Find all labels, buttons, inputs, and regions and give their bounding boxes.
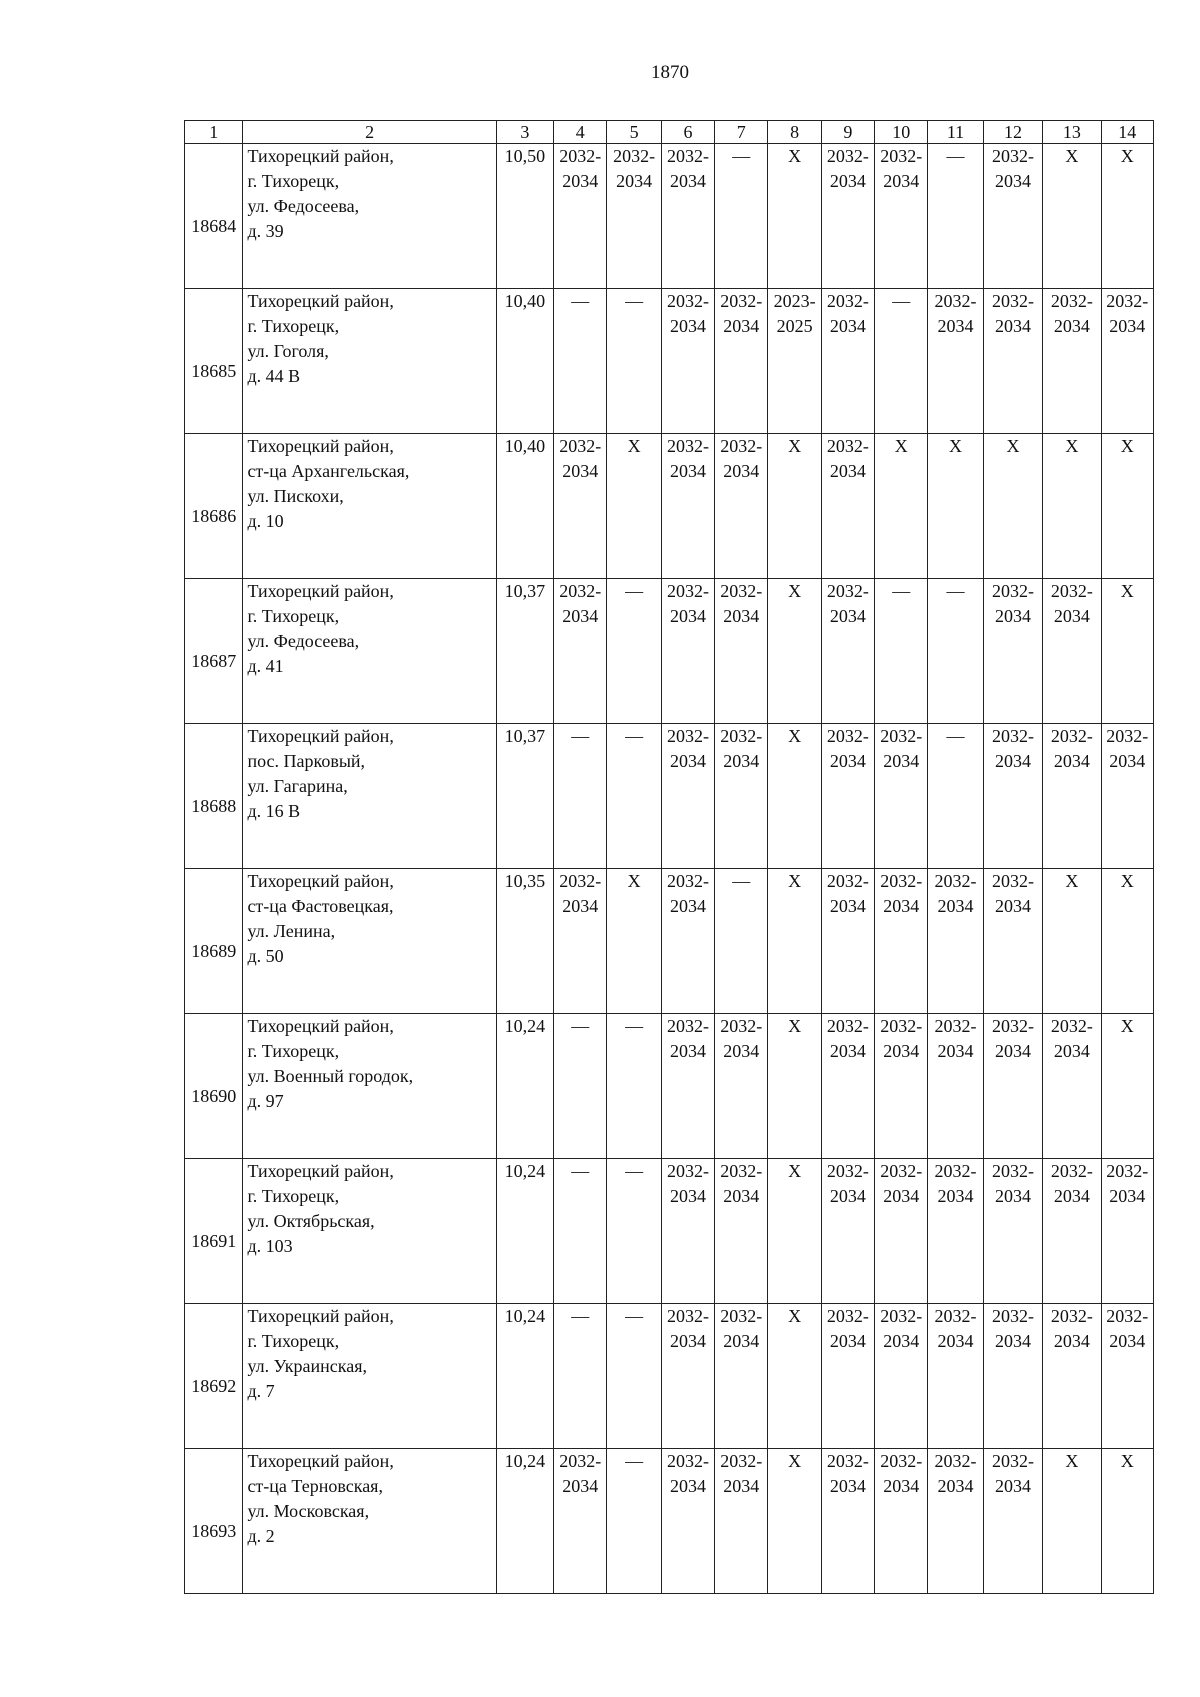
address-line: ул. Федосеева,	[247, 196, 360, 216]
period-cell-col-6: 2032- 2034	[661, 1304, 714, 1449]
period-cell-col-10: 2032- 2034	[875, 1449, 928, 1594]
column-header-4: 4	[554, 121, 607, 144]
period-cell-col-13: X	[1043, 434, 1101, 579]
address-line: ст-ца Архангельская,	[247, 461, 410, 481]
address-line: ул. Пискохи,	[247, 486, 344, 506]
column-header-13: 13	[1043, 121, 1101, 144]
period-cell-col-11: 2032- 2034	[928, 869, 983, 1014]
table-row	[185, 869, 1154, 1014]
table-row	[185, 724, 1154, 869]
period-cell-col-7: 2032- 2034	[715, 1304, 768, 1449]
column-header-3: 3	[496, 121, 553, 144]
period-cell-col-8: X	[768, 434, 821, 579]
row-number: 18689	[185, 869, 243, 1014]
address-cell	[243, 434, 496, 579]
address-line: Тихорецкий район,	[247, 1451, 394, 1471]
period-cell-col-8: X	[768, 1449, 821, 1594]
row-number: 18690	[185, 1014, 243, 1159]
address-line: ул. Военный городок,	[247, 1066, 414, 1086]
period-cell-col-10: —	[875, 289, 928, 434]
period-cell-col-5: X	[607, 869, 661, 1014]
period-cell-col-4: —	[554, 1159, 607, 1304]
table-body	[185, 144, 1154, 1594]
table-row	[185, 144, 1154, 289]
period-cell-col-13: 2032- 2034	[1043, 1304, 1101, 1449]
table-row	[185, 1449, 1154, 1594]
period-cell-col-8: X	[768, 1304, 821, 1449]
period-cell-col-14: X	[1101, 579, 1153, 724]
period-cell-col-12: X	[983, 434, 1042, 579]
period-cell-col-9: 2032- 2034	[821, 1304, 874, 1449]
period-cell-col-9: 2032- 2034	[821, 434, 874, 579]
period-cell-col-8: X	[768, 144, 821, 289]
column-header-9: 9	[821, 121, 874, 144]
period-cell-col-5: —	[607, 1449, 661, 1594]
row-number: 18692	[185, 1304, 243, 1449]
period-cell-col-12: 2032- 2034	[983, 1159, 1042, 1304]
column-header-11: 11	[928, 121, 983, 144]
address-line: г. Тихорецк,	[247, 606, 340, 626]
period-cell-col-8: 2023- 2025	[768, 289, 821, 434]
area-cell: 10,50	[496, 144, 553, 289]
period-cell-col-8: X	[768, 1159, 821, 1304]
table-row	[185, 1014, 1154, 1159]
address-line: д. 97	[247, 1091, 284, 1111]
period-cell-col-11: 2032- 2034	[928, 1014, 983, 1159]
address-line: г. Тихорецк,	[247, 316, 340, 336]
column-header-8: 8	[768, 121, 821, 144]
period-cell-col-4: —	[554, 1304, 607, 1449]
period-cell-col-14: 2032- 2034	[1101, 1304, 1153, 1449]
header-row	[185, 121, 1154, 144]
column-header-5: 5	[607, 121, 661, 144]
address-line: пос. Парковый,	[247, 751, 366, 771]
period-cell-col-11: 2032- 2034	[928, 1159, 983, 1304]
period-cell-col-5: —	[607, 1159, 661, 1304]
period-cell-col-13: 2032- 2034	[1043, 724, 1101, 869]
period-cell-col-5: —	[607, 579, 661, 724]
period-cell-col-11: X	[928, 434, 983, 579]
period-cell-col-13: 2032- 2034	[1043, 1014, 1101, 1159]
address-line: ул. Федосеева,	[247, 631, 360, 651]
period-cell-col-4: —	[554, 289, 607, 434]
period-cell-col-6: 2032- 2034	[661, 289, 714, 434]
period-cell-col-7: 2032- 2034	[715, 1449, 768, 1594]
period-cell-col-13: X	[1043, 144, 1101, 289]
address-line: Тихорецкий район,	[247, 1306, 394, 1326]
area-cell: 10,37	[496, 579, 553, 724]
address-line: д. 16 В	[247, 801, 301, 821]
period-cell-col-14: 2032- 2034	[1101, 1159, 1153, 1304]
address-line: Тихорецкий район,	[247, 581, 394, 601]
row-number: 18687	[185, 579, 243, 724]
address-line: г. Тихорецк,	[247, 1041, 340, 1061]
area-cell: 10,24	[496, 1159, 553, 1304]
address-line: ул. Гоголя,	[247, 341, 329, 361]
period-cell-col-14: X	[1101, 434, 1153, 579]
address-line: ст-ца Терновская,	[247, 1476, 383, 1496]
table-row	[185, 289, 1154, 434]
address-line: д. 7	[247, 1381, 275, 1401]
period-cell-col-7: —	[715, 869, 768, 1014]
period-cell-col-8: X	[768, 869, 821, 1014]
period-cell-col-10: 2032- 2034	[875, 144, 928, 289]
period-cell-col-14: X	[1101, 1014, 1153, 1159]
period-cell-col-12: 2032- 2034	[983, 579, 1042, 724]
address-line: Тихорецкий район,	[247, 146, 394, 166]
period-cell-col-7: 2032- 2034	[715, 724, 768, 869]
period-cell-col-9: 2032- 2034	[821, 144, 874, 289]
period-cell-col-12: 2032- 2034	[983, 1304, 1042, 1449]
address-cell	[243, 1304, 496, 1449]
period-cell-col-13: X	[1043, 869, 1101, 1014]
area-cell: 10,24	[496, 1449, 553, 1594]
period-cell-col-12: 2032- 2034	[983, 1449, 1042, 1594]
period-cell-col-9: 2032- 2034	[821, 724, 874, 869]
address-line: Тихорецкий район,	[247, 436, 394, 456]
period-cell-col-8: X	[768, 1014, 821, 1159]
period-cell-col-13: 2032- 2034	[1043, 579, 1101, 724]
column-header-10: 10	[875, 121, 928, 144]
period-cell-col-5: —	[607, 289, 661, 434]
period-cell-col-6: 2032- 2034	[661, 579, 714, 724]
address-line: г. Тихорецк,	[247, 1186, 340, 1206]
period-cell-col-12: 2032- 2034	[983, 289, 1042, 434]
period-cell-col-11: 2032- 2034	[928, 289, 983, 434]
area-cell: 10,40	[496, 289, 553, 434]
period-cell-col-5: —	[607, 1304, 661, 1449]
period-cell-col-4: 2032- 2034	[554, 1449, 607, 1594]
address-line: г. Тихорецк,	[247, 171, 340, 191]
address-cell	[243, 579, 496, 724]
period-cell-col-4: 2032- 2034	[554, 434, 607, 579]
period-cell-col-6: 2032- 2034	[661, 869, 714, 1014]
column-header-14: 14	[1101, 121, 1153, 144]
period-cell-col-14: X	[1101, 1449, 1153, 1594]
address-line: Тихорецкий район,	[247, 1016, 394, 1036]
period-cell-col-9: 2032- 2034	[821, 289, 874, 434]
address-cell	[243, 1014, 496, 1159]
period-cell-col-9: 2032- 2034	[821, 579, 874, 724]
period-cell-col-7: 2032- 2034	[715, 434, 768, 579]
page-number: 1870	[651, 62, 689, 83]
area-cell: 10,40	[496, 434, 553, 579]
period-cell-col-6: 2032- 2034	[661, 724, 714, 869]
period-cell-col-5: X	[607, 434, 661, 579]
period-cell-col-7: 2032- 2034	[715, 1159, 768, 1304]
period-cell-col-4: 2032- 2034	[554, 869, 607, 1014]
period-cell-col-11: 2032- 2034	[928, 1304, 983, 1449]
address-line: Тихорецкий район,	[247, 871, 394, 891]
period-cell-col-14: X	[1101, 144, 1153, 289]
address-line: ул. Ленина,	[247, 921, 336, 941]
period-cell-col-4: —	[554, 1014, 607, 1159]
address-line: Тихорецкий район,	[247, 726, 394, 746]
period-cell-col-11: —	[928, 579, 983, 724]
period-cell-col-10: 2032- 2034	[875, 869, 928, 1014]
period-cell-col-7: 2032- 2034	[715, 579, 768, 724]
column-header-2: 2	[243, 121, 496, 144]
address-cell	[243, 724, 496, 869]
period-cell-col-6: 2032- 2034	[661, 434, 714, 579]
period-cell-col-11: —	[928, 144, 983, 289]
address-line: д. 44 В	[247, 366, 301, 386]
period-cell-col-12: 2032- 2034	[983, 144, 1042, 289]
address-cell	[243, 144, 496, 289]
table-row	[185, 434, 1154, 579]
address-line: д. 41	[247, 656, 284, 676]
address-cell	[243, 869, 496, 1014]
row-number: 18684	[185, 144, 243, 289]
period-cell-col-4: 2032- 2034	[554, 579, 607, 724]
address-line: ул. Октябрьская,	[247, 1211, 375, 1231]
period-cell-col-10: —	[875, 579, 928, 724]
period-cell-col-6: 2032- 2034	[661, 144, 714, 289]
period-cell-col-12: 2032- 2034	[983, 1014, 1042, 1159]
period-cell-col-10: 2032- 2034	[875, 1159, 928, 1304]
row-number: 18685	[185, 289, 243, 434]
period-cell-col-6: 2032- 2034	[661, 1449, 714, 1594]
area-cell: 10,37	[496, 724, 553, 869]
period-cell-col-14: 2032- 2034	[1101, 289, 1153, 434]
row-number: 18693	[185, 1449, 243, 1594]
address-line: ул. Гагарина,	[247, 776, 348, 796]
table-row	[185, 579, 1154, 724]
address-line: ул. Московская,	[247, 1501, 370, 1521]
period-cell-col-7: 2032- 2034	[715, 1014, 768, 1159]
area-cell: 10,35	[496, 869, 553, 1014]
address-line: д. 39	[247, 221, 284, 241]
period-cell-col-13: 2032- 2034	[1043, 289, 1101, 434]
period-cell-col-5: 2032- 2034	[607, 144, 661, 289]
table-row	[185, 1304, 1154, 1449]
column-header-1: 1	[185, 121, 243, 144]
period-cell-col-6: 2032- 2034	[661, 1014, 714, 1159]
period-cell-col-9: 2032- 2034	[821, 869, 874, 1014]
area-cell: 10,24	[496, 1304, 553, 1449]
period-cell-col-4: 2032- 2034	[554, 144, 607, 289]
period-cell-col-14: X	[1101, 869, 1153, 1014]
period-cell-col-13: X	[1043, 1449, 1101, 1594]
period-cell-col-5: —	[607, 724, 661, 869]
period-cell-col-4: —	[554, 724, 607, 869]
column-header-7: 7	[715, 121, 768, 144]
address-line: ст-ца Фастовецкая,	[247, 896, 394, 916]
period-cell-col-8: X	[768, 579, 821, 724]
column-header-6: 6	[661, 121, 714, 144]
period-cell-col-10: X	[875, 434, 928, 579]
address-line: д. 50	[247, 946, 284, 966]
row-number: 18686	[185, 434, 243, 579]
table-row	[185, 1159, 1154, 1304]
period-cell-col-11: 2032- 2034	[928, 1449, 983, 1594]
area-cell: 10,24	[496, 1014, 553, 1159]
period-cell-col-9: 2032- 2034	[821, 1014, 874, 1159]
address-line: Тихорецкий район,	[247, 1161, 394, 1181]
period-cell-col-12: 2032- 2034	[983, 869, 1042, 1014]
period-cell-col-11: —	[928, 724, 983, 869]
period-cell-col-6: 2032- 2034	[661, 1159, 714, 1304]
address-line: д. 10	[247, 511, 284, 531]
period-cell-col-9: 2032- 2034	[821, 1159, 874, 1304]
address-cell	[243, 1449, 496, 1594]
period-cell-col-9: 2032- 2034	[821, 1449, 874, 1594]
period-cell-col-7: —	[715, 144, 768, 289]
period-cell-col-12: 2032- 2034	[983, 724, 1042, 869]
address-line: г. Тихорецк,	[247, 1331, 340, 1351]
address-cell	[243, 1159, 496, 1304]
address-line: ул. Украинская,	[247, 1356, 368, 1376]
period-cell-col-10: 2032- 2034	[875, 1014, 928, 1159]
address-line: Тихорецкий район,	[247, 291, 394, 311]
period-cell-col-14: 2032- 2034	[1101, 724, 1153, 869]
period-cell-col-7: 2032- 2034	[715, 289, 768, 434]
row-number: 18688	[185, 724, 243, 869]
housing-repair-schedule-table	[184, 120, 1154, 1594]
period-cell-col-8: X	[768, 724, 821, 869]
address-cell	[243, 289, 496, 434]
address-line: д. 2	[247, 1526, 275, 1546]
column-header-12: 12	[983, 121, 1042, 144]
row-number: 18691	[185, 1159, 243, 1304]
period-cell-col-10: 2032- 2034	[875, 1304, 928, 1449]
address-line: д. 103	[247, 1236, 293, 1256]
period-cell-col-13: 2032- 2034	[1043, 1159, 1101, 1304]
period-cell-col-10: 2032- 2034	[875, 724, 928, 869]
period-cell-col-5: —	[607, 1014, 661, 1159]
